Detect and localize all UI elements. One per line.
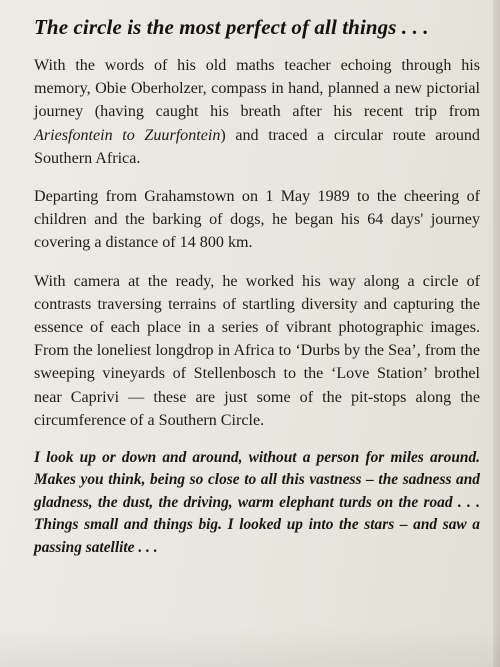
page-shadow [0,627,500,667]
blurb-quote: I look up or down and around, without a person for miles around. Makes you think, being so close to all this vastness – the sadness and gladness, the dust, the driving, warm elephant turds on the road . . . Things small and things big. I looked up into the stars – and saw a passing satellite . . . [34,449,480,556]
blurb-heading: The circle is the most perfect of all things . . . [34,15,429,39]
cover-edge [493,0,500,667]
blurb-text-block [34,14,480,559]
blurb-paragraph-3: With camera at the ready, he worked his way along a circle of contrasts traversing terrains of startling diversity and capturing the essence of each place in a series of vibrant photographic images. From the loneliest longdrop in Africa to ‘Durbs by the Sea’, from the sweeping vineyards of Stellenbosch to the ‘Love Station’ brothel near Caprivi — these are just some of the pit-stops along the circumference of a Southern Circle. [34,272,480,429]
paragraph-1-book-title: Ariesfontein to Zuurfontein [34,126,221,144]
paragraph-1-text-b: ) and traced a circular route around Southern Africa. [34,126,480,167]
blurb-paragraph-2: Departing from Grahamstown on 1 May 1989 to the cheering of children and the barking of dogs, he began his 64 days' journey covering a distance of 14 800 km. [34,188,480,252]
blurb-paragraph-1 [34,54,480,170]
paragraph-1-text-a: With the words of his old maths teacher echoing through his memory, Obie Oberholzer, compass in hand, planned a new pictorial journey (having caught his breath after his recent trip from [34,57,480,121]
